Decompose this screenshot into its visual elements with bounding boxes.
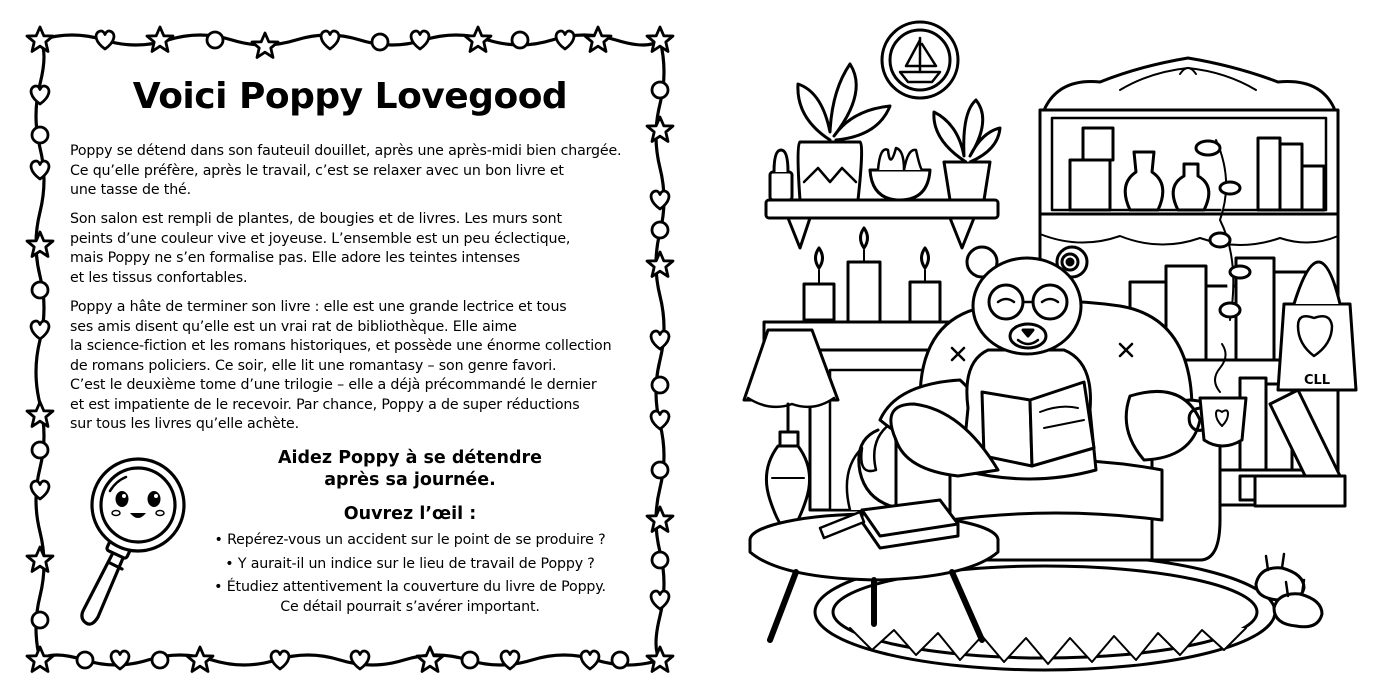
- heading-line: après sa journée.: [324, 470, 496, 490]
- text-line: Ce qu’elle préfère, après le travail, c’est se relaxer avec un bon livre et: [70, 162, 564, 179]
- boat-picture: [882, 22, 958, 98]
- text-line: une tasse de thé.: [70, 182, 191, 198]
- text-line: la science-fiction et les romans historiques, et possède une énorme collection: [70, 338, 612, 354]
- tips-list: [180, 531, 640, 621]
- text-line: Poppy a hâte de terminer son livre : elle est une grande lectrice et tous: [70, 299, 567, 315]
- list-item: [180, 531, 640, 551]
- magnifying-glass-icon: [80, 455, 190, 630]
- tip-text: Ce détail pourrait s’avérer important.: [280, 598, 540, 615]
- help-heading: [250, 447, 570, 491]
- book-paragraph: [70, 298, 611, 435]
- tip-text: • Repérez-vous un accident sur le point de se produire ?: [214, 532, 606, 548]
- text-line: mais Poppy ne s’en formalise pas. Elle adore les teintes intenses: [70, 250, 520, 266]
- text-line: Son salon est rempli de plantes, de bougies et de livres. Les murs sont: [70, 211, 562, 227]
- living-room-paragraph: [70, 210, 570, 288]
- text-line: et les tissus confortables.: [70, 269, 248, 286]
- text-line: de romans policiers. Ce soir, elle lit une romantasy – son genre favori.: [70, 357, 557, 374]
- tip-text: • Y aurait-il un indice sur le lieu de travail de Poppy ?: [225, 555, 595, 572]
- heading-line: Aidez Poppy à se détendre: [277, 448, 542, 468]
- tip-text: • Étudiez attentivement la couverture du livre de Poppy.: [214, 579, 606, 595]
- text-line: ses amis disent qu’elle est un vrai rat de bibliothèque. Elle aime: [70, 318, 517, 335]
- text-line: peints d’une couleur vive et joyeuse. L’ensemble est un peu éclectique,: [70, 230, 571, 247]
- page-title: Voici Poppy Lovegood: [132, 76, 568, 117]
- wall-shelf: [766, 64, 1000, 248]
- list-item: [180, 578, 640, 617]
- text-line: et est impatiente de le recevoir. Par chance, Poppy a de super réductions: [70, 396, 580, 413]
- text-line: sur tous les livres qu’elle achète.: [70, 416, 299, 432]
- text-line: C’est le deuxième tome d’une trilogie – elle a déjà précommandé le dernier: [70, 377, 597, 393]
- candles: [804, 228, 940, 334]
- list-item: [180, 555, 640, 575]
- coloring-illustration: [700, 0, 1400, 700]
- intro-paragraph: [70, 142, 621, 201]
- text-line: Poppy se détend dans son fauteuil douillet, après une après-midi bien chargée.: [70, 143, 622, 159]
- tote-bag-text: CLL: [1303, 373, 1331, 388]
- eye-heading: Ouvrez l’œil :: [343, 504, 477, 524]
